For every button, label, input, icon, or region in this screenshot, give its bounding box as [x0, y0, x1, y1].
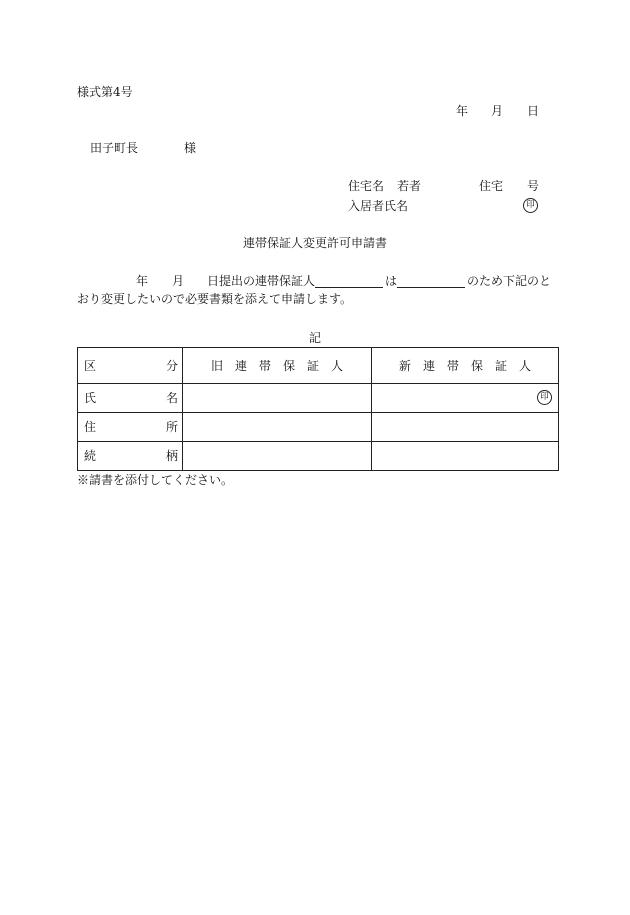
applicant-seal-mark: 印 [523, 198, 538, 213]
body-phrase-reason: のため下記のと [467, 274, 552, 288]
old-guarantor-relationship-cell [183, 442, 372, 471]
blank-line-guarantor [315, 287, 383, 288]
housing-name: 若者 [397, 179, 422, 193]
body-line-2: おり変更したいので必要書類を添えて申請します。 [77, 292, 353, 306]
new-guarantor-name-cell [372, 384, 559, 413]
document-title: 連帯保証人変更許可申請書 [242, 236, 387, 250]
date-year-label: 年 [456, 104, 469, 118]
header-category-last: 分 [165, 358, 178, 373]
header-old-guarantor: 旧 連 帯 保 証 人 [183, 348, 372, 384]
body-month-label: 月 [172, 274, 185, 288]
guarantor-table [77, 347, 559, 471]
table-row [78, 442, 559, 471]
row-label-last: 所 [165, 420, 178, 434]
body-phrase-submitted: 日提出の連帯保証人 [207, 274, 316, 288]
row-label-cell [78, 384, 183, 413]
body-year-label: 年 [136, 274, 149, 288]
record-heading: 記 [309, 331, 322, 345]
form-number: 様式第4号 [77, 85, 133, 99]
old-guarantor-address-cell [183, 413, 372, 442]
resident-name-label: 入居者氏名 [348, 199, 409, 213]
housing-type: 住宅 [479, 179, 504, 193]
row-label-first: 住 [84, 420, 97, 434]
guarantor-seal-mark: 印 [537, 390, 552, 405]
table-header-row [78, 348, 559, 384]
header-new-guarantor: 新 連 帯 保 証 人 [372, 348, 559, 384]
row-label-last: 柄 [165, 449, 178, 463]
table-row [78, 413, 559, 442]
addressee-honorific: 様 [184, 141, 197, 155]
row-label-first: 続 [84, 449, 97, 463]
date-day-label: 日 [527, 104, 540, 118]
footnote: ※請書を添付してください。 [77, 473, 234, 487]
row-label-cell [78, 442, 183, 471]
header-category-cell [78, 348, 183, 384]
body-phrase-wa: は [385, 274, 398, 288]
housing-label: 住宅名 [348, 179, 385, 193]
header-category-first: 区 [84, 358, 97, 373]
row-label-first: 氏 [84, 391, 97, 405]
blank-line-reason [397, 287, 465, 288]
old-guarantor-name-cell [183, 384, 372, 413]
table-row [78, 384, 559, 413]
new-guarantor-address-cell [372, 413, 559, 442]
date-month-label: 月 [491, 104, 504, 118]
housing-number-suffix: 号 [527, 179, 540, 193]
row-label-cell [78, 413, 183, 442]
addressee-name: 田子町長 [90, 141, 139, 155]
row-label-last: 名 [165, 391, 178, 405]
new-guarantor-relationship-cell [372, 442, 559, 471]
